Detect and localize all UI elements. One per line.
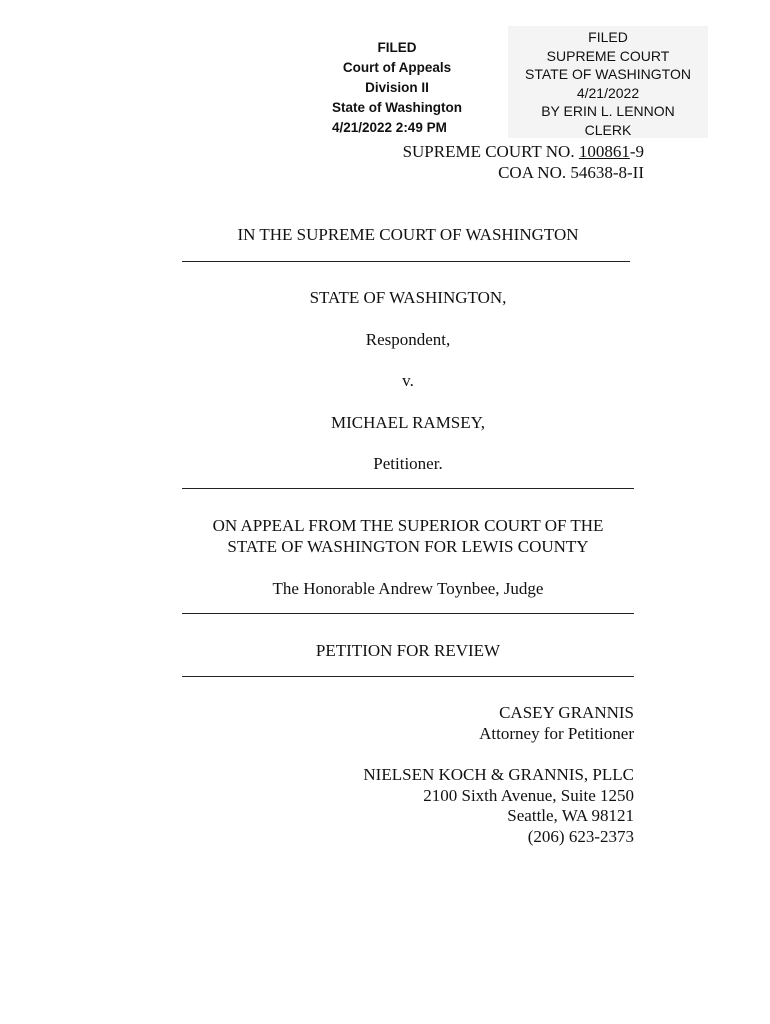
coa-filing-stamp	[322, 38, 472, 138]
sc-stamp-line: STATE OF WASHINGTON	[525, 66, 691, 82]
divider-rule	[182, 613, 634, 614]
case-numbers	[403, 141, 644, 183]
judge-name: The Honorable Andrew Toynbee, Judge	[272, 579, 544, 598]
firm-name: NIELSEN KOCH & GRANNIS, PLLC	[363, 765, 634, 784]
divider-rule	[182, 488, 634, 489]
party-petitioner: MICHAEL RAMSEY,	[331, 413, 485, 432]
coa-stamp-date: 4/21/2022 2:49 PM	[332, 120, 447, 135]
sc-stamp-line: CLERK	[584, 121, 632, 138]
supreme-court-number-label: SUPREME COURT NO.	[402, 142, 575, 161]
sc-stamp-date: 4/21/2022	[576, 84, 640, 101]
sc-stamp-line: BY ERIN L. LENNON	[541, 103, 675, 119]
divider-rule	[182, 261, 630, 262]
sc-stamp-line: FILED	[588, 29, 628, 45]
firm-block	[363, 765, 634, 847]
firm-address-1: 2100 Sixth Avenue, Suite 1250	[423, 785, 634, 805]
court-name: IN THE SUPREME COURT OF WASHINGTON	[237, 225, 579, 244]
appeal-line-2: STATE OF WASHINGTON FOR LEWIS COUNTY	[227, 537, 589, 556]
divider-rule	[182, 676, 634, 677]
coa-number: COA NO. 54638-8-II	[498, 163, 644, 182]
supreme-court-number-suffix: -9	[629, 142, 644, 161]
coa-stamp-line: State of Washington	[332, 100, 462, 115]
petitioner-role: Petitioner.	[373, 454, 443, 473]
supreme-court-number-value: 100861	[578, 142, 630, 161]
firm-address-2: Seattle, WA 98121	[507, 806, 634, 825]
coa-stamp-line: Division II	[365, 80, 429, 95]
coa-stamp-line: Court of Appeals	[342, 60, 452, 75]
coa-stamp-line: FILED	[377, 40, 417, 55]
appeal-line-1: ON APPEAL FROM THE SUPERIOR COURT OF THE	[212, 516, 604, 535]
attorney-name: CASEY GRANNIS	[499, 703, 634, 722]
party-respondent: STATE OF WASHINGTON,	[309, 288, 507, 307]
document-title: PETITION FOR REVIEW	[315, 641, 501, 660]
sc-stamp-line: SUPREME COURT	[546, 47, 670, 64]
supreme-court-filing-stamp	[508, 26, 708, 138]
attorney-role: Attorney for Petitioner	[479, 723, 634, 743]
respondent-role: Respondent,	[365, 330, 451, 349]
versus: v.	[402, 371, 414, 390]
firm-phone: (206) 623-2373	[527, 826, 634, 846]
supreme-court-number	[403, 141, 644, 162]
attorney-block	[479, 703, 634, 744]
